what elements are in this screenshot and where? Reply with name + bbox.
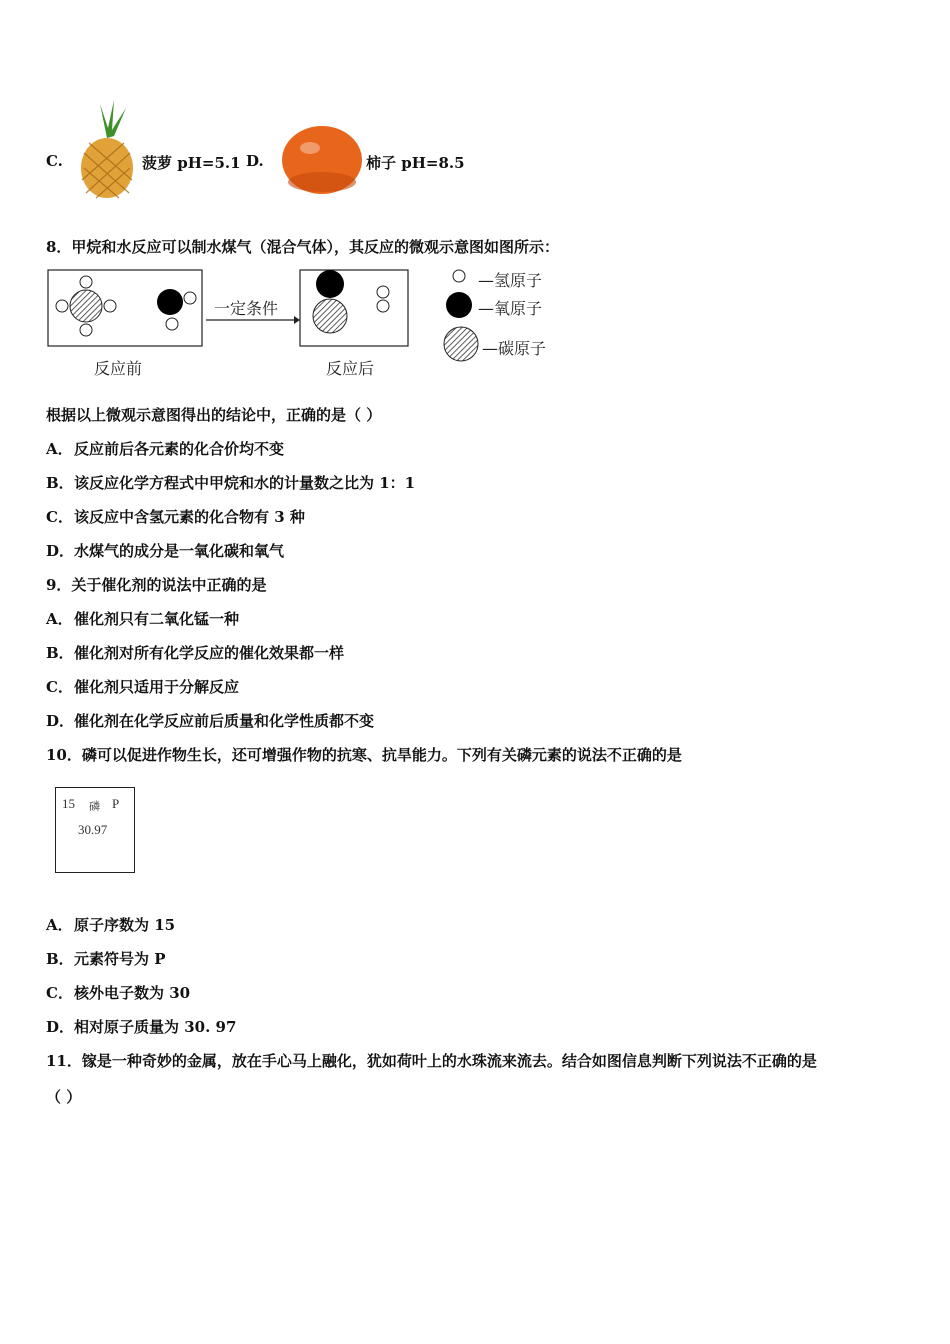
q10-option-a — [46, 914, 175, 935]
q10-stem: 10．磷可以促进作物生长，还可增强作物的抗寒、抗旱能力。下列有关磷元素的说法不正确的是 — [46, 746, 682, 764]
carbon-atom — [313, 299, 347, 333]
atomic-number: 15 — [62, 796, 75, 811]
option-text: 催化剂只适用于分解反应 — [74, 678, 240, 696]
option-letter: C． — [46, 678, 73, 696]
option-text: 该反应中含氢元素的化合物有 3 种 — [74, 508, 305, 526]
q8-option-c — [46, 506, 305, 527]
q9-stem: 9．关于催化剂的说法中正确的是 — [46, 576, 267, 594]
option-text: 催化剂对所有化学反应的催化效果都一样 — [74, 644, 345, 662]
q8-question: 根据以上微观示意图得出的结论中，正确的是（ ） — [46, 406, 382, 424]
option-letter: D． — [46, 542, 75, 560]
hydrogen-atom — [184, 292, 196, 304]
persimmon-image — [280, 120, 364, 196]
q9-option-c — [46, 676, 239, 697]
arrow-head-icon — [294, 316, 300, 324]
hydrogen-atom — [377, 300, 389, 312]
q8-stem: 8．甲烷和水反应可以制水煤气（混合气体），其反应的微观示意图如图所示： — [46, 238, 559, 256]
option-letter: C． — [46, 984, 73, 1002]
option-letter: B． — [46, 644, 74, 662]
legend-carbon: —碳原子 — [482, 339, 547, 358]
oxygen-atom — [157, 289, 183, 315]
option-text: 水煤气的成分是一氧化碳和氧气 — [74, 542, 285, 560]
q8-option-d — [46, 540, 284, 561]
hydrogen-atom — [166, 318, 178, 330]
option-text: 催化剂只有二氧化锰一种 — [74, 610, 240, 628]
hydrogen-atom — [377, 286, 389, 298]
q9-option-d — [46, 710, 374, 731]
legend-hydrogen-icon — [453, 270, 465, 282]
atomic-mass: 30.97 — [78, 822, 108, 837]
option-letter: A． — [46, 610, 73, 628]
q11-paren: （ ） — [46, 1088, 82, 1106]
option-text: 相对原子质量为 30. 97 — [74, 1018, 237, 1036]
option-letter: D. — [246, 152, 264, 170]
legend-oxygen: —氧原子 — [478, 299, 543, 318]
q9-option-b — [46, 642, 344, 663]
option-letter: B． — [46, 474, 74, 492]
option-text: 原子序数为 15 — [74, 916, 176, 934]
hydrogen-atom — [56, 300, 68, 312]
q7-option-c-label: 菠萝 pH=5.1 — [142, 154, 241, 172]
q8-option-b — [46, 472, 415, 493]
q10-option-c — [46, 982, 190, 1003]
q10-option-d — [46, 1016, 236, 1037]
q7-option-d — [246, 152, 264, 170]
carbon-atom — [70, 290, 102, 322]
hydrogen-atom — [80, 324, 92, 336]
option-text: 元素符号为 P — [74, 950, 166, 968]
pineapple-image — [74, 98, 140, 200]
q7-option-c — [46, 152, 63, 170]
label-before: 反应前 — [94, 359, 143, 378]
legend-carbon-icon — [444, 327, 478, 361]
element-symbol: P — [112, 796, 120, 811]
q11-stem: 11．镓是一种奇妙的金属，放在手心马上融化，犹如荷叶上的水珠流来流去。结合如图信息判断下列说法不正确的是 — [46, 1052, 817, 1070]
option-text: 该反应化学方程式中甲烷和水的计量数之比为 1：1 — [74, 474, 416, 492]
option-letter: A． — [46, 440, 73, 458]
oxygen-atom — [316, 270, 344, 298]
option-text: 反应前后各元素的化合价均不变 — [74, 440, 285, 458]
reaction-condition: 一定条件 — [214, 299, 279, 318]
q10-option-b — [46, 948, 166, 969]
option-letter: A． — [46, 916, 73, 934]
label-after: 反应后 — [326, 359, 375, 378]
option-text: 核外电子数为 30 — [74, 984, 191, 1002]
option-letter: C． — [46, 508, 73, 526]
option-letter: D． — [46, 1018, 75, 1036]
element-card-phosphorus — [55, 787, 135, 873]
q9-option-a — [46, 608, 239, 629]
option-text: 催化剂在化学反应前后质量和化学性质都不变 — [74, 712, 375, 730]
hydrogen-atom — [104, 300, 116, 312]
legend-hydrogen: —氢原子 — [478, 271, 543, 290]
option-letter: B． — [46, 950, 74, 968]
hydrogen-atom — [80, 276, 92, 288]
q7-option-d-label: 柿子 pH=8.5 — [366, 154, 465, 172]
option-letter: D． — [46, 712, 75, 730]
q8-option-a — [46, 438, 284, 459]
element-name: 磷 — [89, 801, 100, 813]
option-letter: C. — [46, 152, 63, 170]
legend-oxygen-icon — [446, 292, 472, 318]
